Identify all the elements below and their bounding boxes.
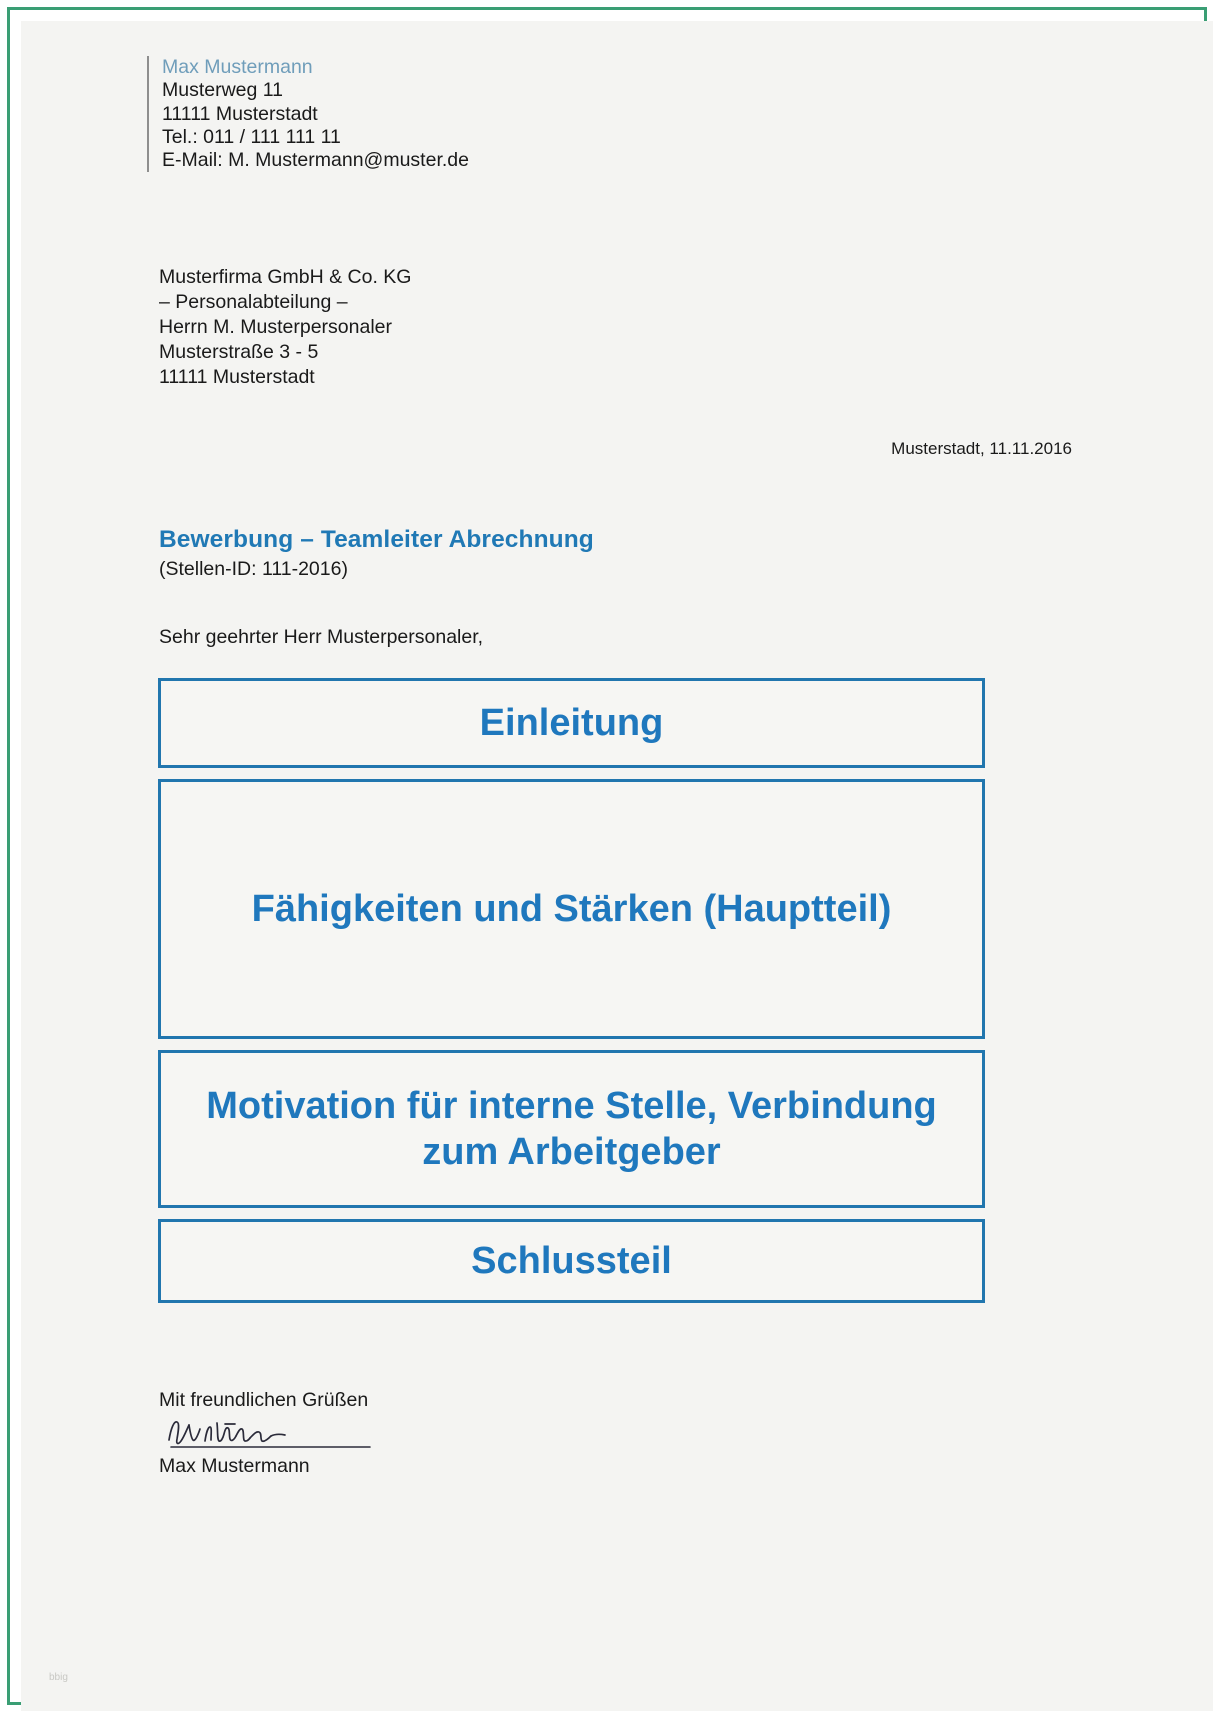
sender-email: E-Mail: M. Mustermann@muster.de	[162, 149, 469, 172]
placeholder-box-label: Motivation für interne Stelle, Verbindung zum Arbeitgeber	[206, 1085, 937, 1173]
page-frame	[7, 7, 1207, 1705]
corner-note: bbig	[49, 1672, 68, 1683]
recipient-department: – Personalabteilung –	[159, 291, 348, 313]
placeholder-box-list	[158, 678, 985, 1314]
sender-name: Max Mustermann	[162, 56, 313, 78]
recipient-street: Musterstraße 3 - 5	[159, 341, 319, 363]
placeholder-box-schlussteil[interactable]	[158, 1219, 985, 1303]
subject-title: Bewerbung – Teamleiter Abrechnung	[159, 526, 594, 553]
recipient-company: Musterfirma GmbH & Co. KG	[159, 266, 412, 288]
placeholder-box-label: Fähigkeiten und Stärken (Hauptteil)	[251, 888, 892, 930]
placeholder-box-hauptteil[interactable]	[158, 779, 985, 1039]
letter-page	[21, 21, 1213, 1711]
sender-city: 11111 Musterstadt	[162, 102, 318, 125]
sender-phone: Tel.: 011 / 111 111 11	[162, 125, 341, 148]
handwritten-signature-icon	[165, 1414, 380, 1454]
sender-address-block	[147, 56, 469, 172]
placeholder-box-motivation[interactable]	[158, 1050, 985, 1208]
salutation: Sehr geehrter Herr Musterpersonaler,	[159, 626, 484, 648]
placeholder-box-label: Einleitung	[479, 702, 664, 744]
recipient-city: 11111 Musterstadt	[159, 366, 315, 388]
sender-street: Musterweg 11	[162, 79, 284, 102]
signer-name: Max Mustermann	[159, 1455, 310, 1477]
closing-block	[159, 1389, 380, 1478]
closing-greeting: Mit freundlichen Grüßen	[159, 1389, 369, 1411]
placeholder-box-einleitung[interactable]	[158, 678, 985, 768]
recipient-contact: Herrn M. Musterpersonaler	[159, 316, 392, 338]
recipient-address-block	[159, 265, 411, 390]
subject-reference: (Stellen-ID: 111-2016)	[159, 558, 348, 580]
subject-block	[159, 526, 594, 581]
placeholder-box-label: Schlussteil	[471, 1240, 672, 1282]
date-line: Musterstadt, 11.11.2016	[891, 439, 1072, 458]
